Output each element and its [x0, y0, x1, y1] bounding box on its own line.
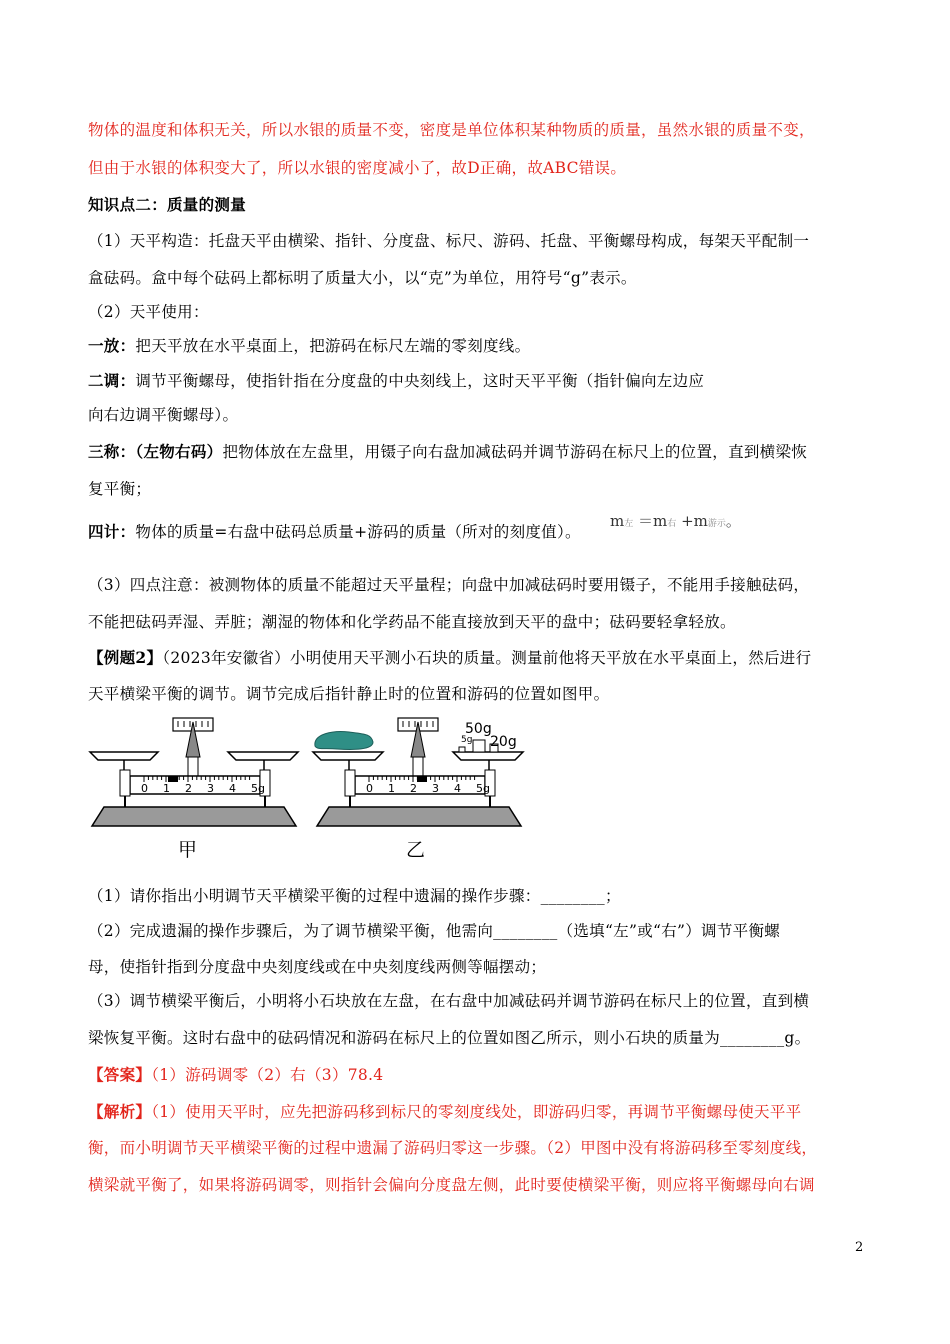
scale-tick-label: 1: [388, 782, 395, 795]
balance-figure: [88, 712, 528, 866]
text-line: （1）天平构造：托盘天平由横梁、指针、分度盘、标尺、游码、托盘、平衡螺母构成，每架天平配制一: [88, 232, 810, 250]
step-1-text: 把天平放在水平桌面上，把游码在标尺左端的零刻度线。: [135, 337, 531, 355]
text-line: 横梁就平衡了，如果将游码调零，则指针会偏向分度盘左侧，此时要使横梁平衡，则应将平衡螺母向右调: [88, 1176, 815, 1194]
text-line: （2）完成遗漏的操作步骤后，为了调节横梁平衡，他需向________（选填“左”或“右”）调节平衡螺: [88, 922, 781, 940]
scale-tick-label: 4: [454, 782, 461, 795]
answer-line: [88, 1063, 383, 1085]
step-1-lead: 一放：: [88, 336, 136, 355]
scale-tick-label: 5g: [476, 782, 490, 795]
balance-b: [313, 718, 523, 826]
mass-formula: [610, 510, 741, 531]
text-line: 物体的温度和体积无关，所以水银的质量不变，密度是单位体积某种物质的质量，虽然水银的质量不变，: [88, 121, 815, 139]
answer-text: （1）游码调零（2）右（3）78.4: [151, 1066, 384, 1084]
formula-end: 。: [725, 512, 741, 530]
right-pan: [453, 752, 523, 760]
scale-tick-label: 0: [141, 782, 148, 795]
section-heading: 知识点二：质量的测量: [88, 195, 247, 214]
weight-20g-label: 20g: [490, 734, 517, 750]
step-2-text: 调节平衡螺母，使指针指在分度盘的中央刻线上，这时天平平衡（指针偏向左边应: [135, 372, 705, 390]
weight-50g: [473, 740, 485, 752]
balance-a: [90, 718, 298, 826]
scale-tick-label: 5g: [251, 782, 265, 795]
formula-right-sub: 右: [667, 519, 677, 529]
scale-tick-label: 2: [185, 782, 192, 795]
text-line: 但由于水银的体积变大了，所以水银的密度减小了，故D正确，故ABC错误。: [88, 159, 627, 177]
analysis-line: [88, 1100, 801, 1122]
scale-tick-label: 4: [229, 782, 236, 795]
step-4-lead: 四计：: [88, 522, 136, 541]
figure-label-b: 乙: [406, 839, 426, 861]
text-line: 天平横梁平衡的调节。调节完成后指针静止时的位置和游码的位置如图甲。: [88, 685, 610, 703]
formula-eq: ＝m: [638, 512, 668, 530]
stone: [315, 732, 373, 750]
text-line: 母，使指针指到分度盘中央刻度线或在中央刻度线两侧等幅摆动；: [88, 958, 547, 976]
step-2-lead: 二调：: [88, 371, 136, 390]
left-pan: [90, 752, 158, 760]
step-2: [88, 369, 704, 391]
base: [92, 807, 296, 826]
example-line: [88, 646, 811, 668]
step-4: [88, 520, 581, 542]
left-pan: [313, 752, 383, 760]
example-text: （2023年安徽省）小明使用天平测小石块的质量。测量前他将天平放在水平桌面上，然后进行: [162, 649, 812, 667]
scale-tick-label: 1: [163, 782, 170, 795]
scale-tick-label: 3: [207, 782, 214, 795]
weight-5g-label: 5g: [461, 735, 473, 745]
right-pan: [228, 752, 298, 760]
step-3-lead: 三称：: [88, 442, 136, 461]
base: [317, 807, 521, 826]
answer-lead: 【答案】: [88, 1065, 152, 1084]
scale-tick-label: 0: [366, 782, 373, 795]
step-4-text: 物体的质量=右盘中砝码总质量+游码的质量（所对的刻度值）。: [135, 523, 581, 541]
formula-left-sub: 左: [624, 519, 634, 529]
text-line: （3）调节横梁平衡后，小明将小石块放在左盘，在右盘中加减砝码并调节游码在标尺上的位置，直到横: [88, 992, 810, 1010]
text-line: 复平衡；: [88, 480, 152, 498]
text-line: 梁恢复平衡。这时右盘中的砝码情况和游码在标尺上的位置如图乙所示，则小石块的质量为________g。: [88, 1029, 811, 1047]
text-line: （3）四点注意：被测物体的质量不能超过天平量程；向盘中加减砝码时要用镊子，不能用手接触砝码，: [88, 576, 810, 594]
page-number: 2: [855, 1240, 864, 1255]
text-line: （1）请你指出小明调节天平横梁平衡的过程中遗漏的操作步骤：________；: [88, 887, 621, 905]
formula-m: m: [610, 512, 625, 530]
text-line: 衡，而小明调节天平横梁平衡的过程中遗漏了游码归零这一步骤。（2）甲图中没有将游码移至零刻度线，: [88, 1139, 818, 1157]
formula-rider-sub: 游示: [707, 519, 726, 529]
weight-5g: [459, 747, 465, 752]
text-line: 向右边调平衡螺母）。: [88, 406, 239, 424]
analysis-lead: 【解析】: [88, 1102, 152, 1121]
formula-plus: +m: [681, 512, 708, 530]
step-3: [88, 440, 807, 462]
balance-diagram: [88, 712, 528, 862]
example-lead: 【例题2】: [88, 648, 163, 667]
analysis-text: （1）使用天平时，应先把游码移到标尺的零刻度线处，即游码归零，再调节平衡螺母使天平平: [151, 1103, 802, 1121]
text-line: 不能把砝码弄湿、弄脏；潮湿的物体和化学药品不能直接放到天平的盘中；砝码要轻拿轻放。: [88, 613, 736, 631]
weight-50g-label: 50g: [465, 721, 492, 737]
step-3-text: 把物体放在左盘里，用镊子向右盘加减砝码并调节游码在标尺上的位置，直到横梁恢: [222, 443, 808, 461]
figure-label-a: 甲: [178, 839, 198, 861]
text-line: 盒砝码。盒中每个砝码上都标明了质量大小，以“克”为单位，用符号“g”表示。: [88, 269, 637, 287]
scale-tick-label: 3: [432, 782, 439, 795]
step-1: [88, 334, 530, 356]
scale-tick-label: 2: [410, 782, 417, 795]
step-3-bold: （左物右码）: [135, 442, 223, 461]
text-line: （2）天平使用：: [88, 303, 209, 321]
